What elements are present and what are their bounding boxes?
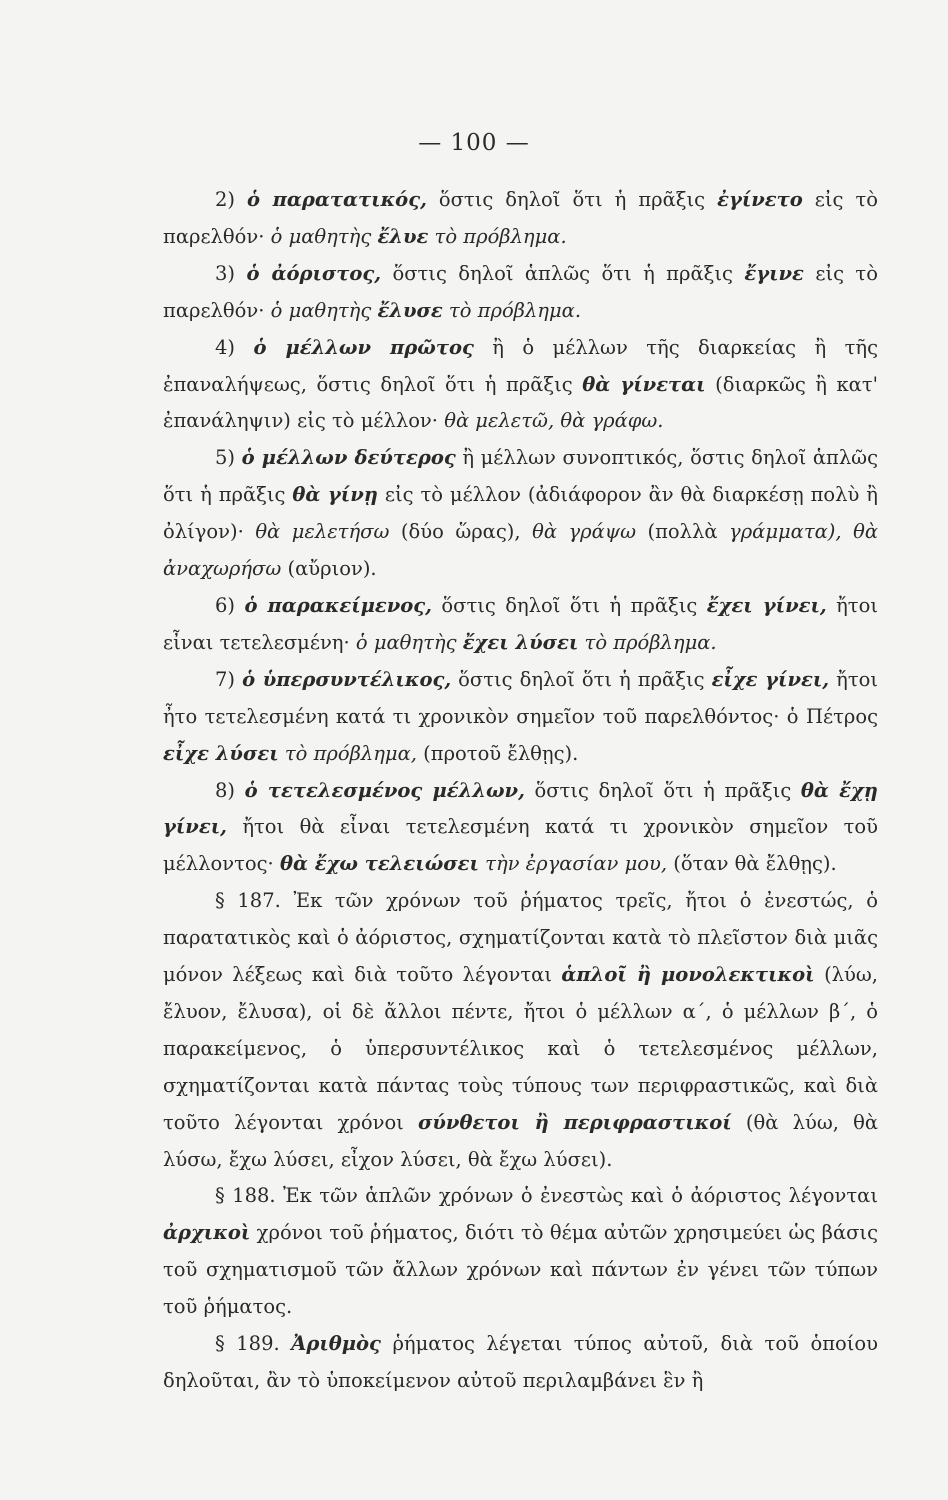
text-run: ὅστις δηλοῖ ὅτι ἡ πρᾶξις xyxy=(524,778,801,802)
example-italic: ὁ μαθητὴς xyxy=(355,630,463,654)
text-run: ὅστις δηλοῖ ὅτι ἡ πρᾶξις xyxy=(426,188,718,211)
section-189 xyxy=(163,1326,878,1400)
term-bold-italic: ἀρχικοὶ xyxy=(163,1221,251,1245)
text-run: εἰς τὸ μέλλον (ἀδιάφορον ἂν θὰ διαρκέσῃ πολὺ ἢ ὀλίγον)· xyxy=(163,483,878,544)
term-bold-italic: ἔγινε xyxy=(744,261,804,285)
example-italic: τὸ πρόβλημα, xyxy=(278,741,417,765)
text-run: (δύο ὥρας), xyxy=(389,520,533,544)
example-italic: θὰ μελετῶ, θὰ γράφω. xyxy=(444,409,664,433)
text-run: ὅστις δηλοῖ ὅτι ἡ πρᾶξις xyxy=(451,667,712,691)
text-run: ἤτοι εἶναι τετελεσμένη· xyxy=(163,593,878,654)
text-run: (ὅταν θὰ ἔλθῃς). xyxy=(667,852,837,876)
example-italic: τὸ πρόβλημα. xyxy=(578,630,717,654)
text-run: ὅστις δηλοῖ ἁπλῶς ὅτι ἡ πρᾶξις xyxy=(381,261,745,285)
term-bold-italic: ὁ ἀόριστος, xyxy=(246,261,382,285)
text-run: 3) xyxy=(215,261,247,285)
text-run: ἢ μέλλων συνοπτικός, ὅστις δηλοῖ ἁπλῶς ὅτι ἡ πρᾶξις xyxy=(163,446,879,507)
text-run: Ἐκ τῶν χρόνων τοῦ ῥήματος τρεῖς, ἤτοι ὁ ἐνεστώς, ὁ παρατατικὸς καὶ ὁ ἀόριστος, σχηματίζονται κατὰ τὸ πλεῖστον διὰ μιᾶς μόνον λέξεως καὶ διὰ τοῦτο λέγονται xyxy=(163,889,878,987)
text-run: εἰς τὸ παρελθόν· xyxy=(163,188,878,248)
term-bold-italic: ἔχει λύσει xyxy=(462,630,579,654)
text-run: 8) xyxy=(215,778,245,802)
text-run: 6) xyxy=(215,593,245,617)
text-run: 5) xyxy=(215,446,242,470)
term-bold-italic: εἶχε λύσει xyxy=(163,741,279,765)
term-bold-italic: ὁ μέλλων πρῶτος xyxy=(253,335,474,359)
text-run: χρόνοι τοῦ ῥήματος, διότι τὸ θέμα αὐτῶν χρησιμεύει ὡς βάσις τοῦ σχηματισμοῦ τῶν ἄλλων χρόνων καὶ πάντων ἐν γένει τῶν τύπων τοῦ ῥήματος. xyxy=(163,1221,878,1319)
text-run: § 188. xyxy=(215,1184,284,1208)
term-bold-italic: ἔλυε xyxy=(377,224,429,248)
example-italic: γράμματα), θὰ ἀναχωρήσω xyxy=(163,520,879,581)
text-run: (προτοῦ ἔλθῃς). xyxy=(416,741,579,765)
example-italic: ὁ μαθητὴς xyxy=(270,224,378,248)
paragraph-hypersyntelikos xyxy=(163,662,878,773)
text-run: ὅστις δηλοῖ ὅτι ἡ πρᾶξις xyxy=(431,593,707,617)
paragraph-paratatikos xyxy=(163,182,878,256)
text-run: ἢ ὁ μέλλων τῆς διαρκείας ἢ τῆς ἐπαναλήψεως, ὅστις δηλοῖ ὅτι ἡ πρᾶξις xyxy=(163,335,878,396)
term-bold-italic: θὰ γίνεται xyxy=(582,372,706,396)
example-italic: τὸ πρόβλημα. xyxy=(428,224,567,248)
paragraph-tetelesmenos-mellon xyxy=(163,773,878,884)
term-bold-italic: ὁ τετελεσμένος μέλλων, xyxy=(244,778,525,802)
term-bold-italic: σύνθετοι ἢ περιφραστικοί xyxy=(418,1110,732,1134)
page-body xyxy=(163,182,878,1400)
text-run: (διαρκῶς ἢ κατ' ἐπανάληψιν) εἰς τὸ μέλλον· xyxy=(163,372,879,433)
page-number: — 100 — xyxy=(418,130,530,156)
term-bold-italic: ἁπλοῖ ἢ μονολεκτικοὶ xyxy=(561,963,815,987)
example-italic: ὁ μαθητὴς xyxy=(270,298,378,322)
paragraph-parakeimenos xyxy=(163,588,878,662)
term-bold-italic: θὰ γίνῃ xyxy=(292,483,378,507)
text-run: ἤτοι ἦτο τετελεσμένη κατά τι χρονικὸν σημεῖον τοῦ παρελθόντος· ὁ Πέτρος xyxy=(163,667,878,728)
term-bold-italic: Ἀριθμὸς xyxy=(291,1332,381,1356)
text-run: § 187. xyxy=(215,889,294,913)
term-bold-italic: θὰ ἔχῃ γίνει, xyxy=(163,778,878,839)
term-bold-italic: ἔλυσε xyxy=(377,298,443,322)
paragraph-aoristos xyxy=(163,256,878,330)
section-188 xyxy=(163,1178,878,1326)
text-run: εἰς τὸ παρελθόν· xyxy=(163,261,878,322)
text-run: 4) xyxy=(215,335,254,359)
term-bold-italic: ὁ ὑπερσυντέλικος, xyxy=(242,667,452,691)
example-italic: τὸ πρόβλημα. xyxy=(442,298,582,322)
text-run: (αὔριον). xyxy=(281,557,377,581)
term-bold-italic: ὁ παρακείμενος, xyxy=(244,593,432,617)
text-run: (λύω, ἔλυον, ἔλυσα), οἱ δὲ ἄλλοι πέντε, ἤτοι ὁ μέλλων α΄, ὁ μέλλων β΄, ὁ παρακείμενος, ὁ ὑπερσυντέλικος καὶ ὁ τετελεσμένος μέλλων, σχηματίζονται κατὰ πάντας τοὺς τύπους των περιφραστικῶς, καὶ διὰ τοῦτο λέγονται χρόνοι xyxy=(163,963,878,1134)
paragraph-mellon-protos xyxy=(163,330,878,441)
text-run: (θὰ λύω, θὰ λύσω, ἔχω λύσει, εἶχον λύσει, θὰ ἔχω λύσει). xyxy=(163,1110,878,1171)
term-bold-italic: ἐγίνετο xyxy=(717,188,803,211)
term-bold-italic: ὁ μέλλων δεύτερος xyxy=(241,446,456,470)
example-italic: θὰ μελετήσω xyxy=(255,520,390,544)
text-run: ῥήματος λέγεται τύπος αὐτοῦ, διὰ τοῦ ὁποίου δηλοῦται, ἂν τὸ ὑποκείμενον αὐτοῦ περιλαμβάνει ἓν ἢ xyxy=(163,1332,878,1392)
section-187 xyxy=(163,883,878,1178)
example-italic: τὴν ἐργασίαν μου, xyxy=(478,852,668,876)
text-run: ἤτοι θὰ εἶναι τετελεσμένη κατά τι χρονικὸν σημεῖον τοῦ μέλλοντος· xyxy=(163,815,878,876)
text-run: 7) xyxy=(215,667,243,691)
term-bold-italic: ὁ παρατατικός, xyxy=(247,188,427,211)
text-run: (πολλὰ xyxy=(635,520,730,544)
text-run: Ἐκ τῶν ἁπλῶν χρόνων ὁ ἐνεστὼς καὶ ὁ ἀόριστος λέγονται xyxy=(283,1184,878,1208)
text-run: § 189. xyxy=(215,1332,292,1356)
text-run: 2) xyxy=(215,188,248,211)
term-bold-italic: εἶχε γίνει, xyxy=(711,667,830,691)
term-bold-italic: ἔχει γίνει, xyxy=(706,593,827,617)
term-bold-italic: θὰ ἔχω τελειώσει xyxy=(279,852,479,876)
example-italic: θὰ γράψω xyxy=(532,520,636,544)
paragraph-mellon-deuteros xyxy=(163,440,878,588)
